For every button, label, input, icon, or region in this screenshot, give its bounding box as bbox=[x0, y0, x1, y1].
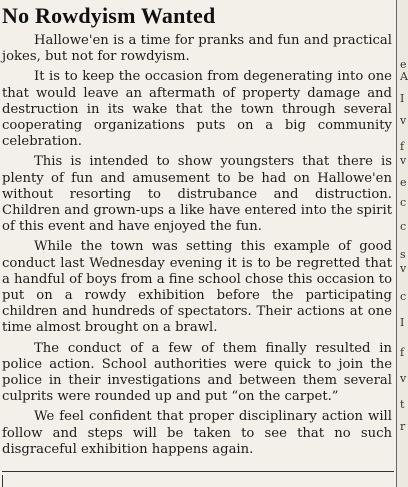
article-column bbox=[2, 3, 392, 462]
margin-fragment: v bbox=[400, 114, 407, 127]
margin-fragment: I bbox=[400, 316, 405, 329]
margin-fragment: c bbox=[400, 290, 407, 303]
article-paragraph-6: We feel confident that proper disciplinary action will follow and steps will be taken to see that no such disgraceful exhibition happens again. bbox=[2, 409, 392, 457]
margin-fragment: e bbox=[400, 58, 407, 71]
margin-fragment: f bbox=[400, 346, 405, 359]
article-paragraph-4: While the town was setting this example of good conduct last Wednesday evening it is to be regretted that a handful of boys from a fine school chose this occasion to put on a rowdy exhibition before the participating children and hundreds of spectators. Their actions at one time almost brought on a brawl. bbox=[2, 239, 393, 336]
article-paragraph-5: The conduct of a few of them finally resulted in police action. School authorities were quick to join the police in their investigations and between them several culprits were rounded up and put “on the carpet.” bbox=[2, 340, 392, 405]
margin-fragment: s bbox=[400, 248, 406, 261]
margin-fragment: c bbox=[400, 196, 407, 209]
margin-fragment: t bbox=[400, 398, 405, 411]
margin-fragment: A bbox=[400, 70, 408, 83]
margin-fragment: v bbox=[400, 372, 407, 385]
margin-fragment: r bbox=[400, 420, 406, 433]
adjacent-column-edge bbox=[396, 0, 408, 487]
margin-fragment: I bbox=[400, 92, 405, 105]
margin-fragment: f bbox=[400, 140, 405, 153]
next-box-border bbox=[2, 475, 395, 487]
column-bottom-rule bbox=[2, 471, 394, 472]
margin-fragment: e bbox=[400, 176, 407, 189]
article-paragraph-1: Hallowe'en is a time for pranks and fun and practical jokes, but not for rowdyism. bbox=[2, 33, 392, 65]
article-paragraph-2: It is to keep the occasion from degenerating into one that would leave an aftermath of property damage and destruction in its wake that the town through several cooperating organizations puts on a big community celebration. bbox=[2, 69, 392, 150]
margin-fragment: v bbox=[400, 154, 407, 167]
article-paragraph-3: This is intended to show youngsters that there is plenty of fun and amusement to be had on Hallowe'en without resorting to distrubance and distruction. Children and grown-ups a like have entered into the spirit of this event and have enjoyed the fun. bbox=[2, 154, 392, 235]
margin-fragment: c bbox=[400, 220, 407, 233]
margin-fragment: v bbox=[400, 262, 407, 275]
article-headline: No Rowdyism Wanted bbox=[2, 3, 216, 28]
